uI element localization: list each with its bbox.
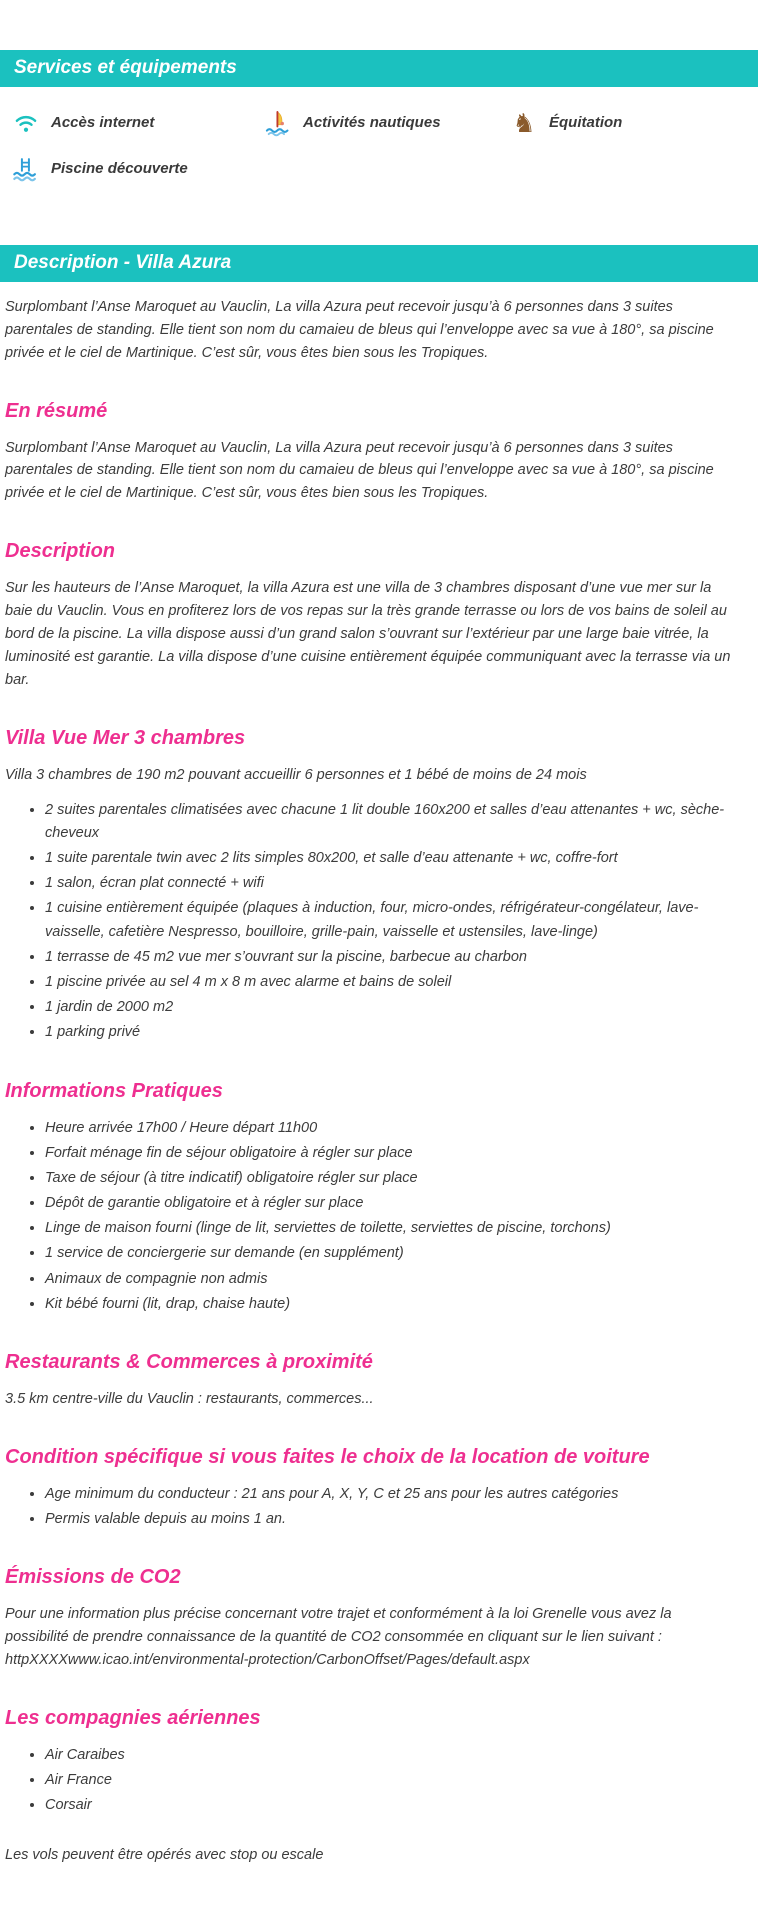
co2-paragraph: Pour une information plus précise concernant votre trajet et conformément à la loi Grenelle vous avez la possibilité de prendre connaissance de la quantité de CO2 consommée en cliquant sur le lien suivant : httpXXXXwww.icao.int/environmental-protection/CarbonOffset/Pages/default.aspx — [5, 1606, 672, 1669]
infos-list — [5, 1117, 738, 1317]
list-item: • 1 parking privé — [45, 1021, 738, 1044]
list-item: • Air Caraibes — [45, 1744, 738, 1767]
list-item: • 2 suites parentales climatisées avec chacune 1 lit double 160x200 et salles d’eau attenantes + wc, sèche-cheveux — [45, 799, 738, 845]
amenity-label-equitation: Équitation — [549, 114, 623, 132]
services-banner-title: Services et équipements — [14, 57, 237, 78]
list-item: • Animaux de compagnie non admis — [45, 1268, 738, 1291]
villa-intro-paragraph: Villa 3 chambres de 190 m2 pouvant accueillir 6 personnes et 1 bébé de moins de 24 mois — [5, 766, 587, 783]
section-title-voiture: Condition spécifique si vous faites le choix de la location de voiture — [5, 1445, 650, 1468]
list-item: • Permis valable depuis au moins 1 an. — [45, 1508, 738, 1531]
resume-paragraph: Surplombant l’Anse Maroquet au Vauclin, La villa Azura peut recevoir jusqu’à 6 personnes dans 3 suites parentales de standing. Elle tient son nom du camaieu de bleus qui l’enveloppe avec sa vue à 180°, sa piscine privée et le ciel de Martinique. C’est sûr, vous êtes bien sous les Tropiques. — [5, 439, 714, 502]
amenity-piscine — [12, 155, 264, 183]
list-item: • Air France — [45, 1769, 738, 1792]
list-item: • Heure arrivée 17h00 / Heure départ 11h00 — [45, 1117, 738, 1140]
restaurants-paragraph: 3.5 km centre-ville du Vauclin : restaurants, commerces... — [5, 1391, 374, 1408]
section-title-description: Description — [5, 540, 116, 563]
section-title-resume: En résumé — [5, 399, 108, 422]
amenity-nautique — [264, 109, 510, 137]
section-title-infos: Informations Pratiques — [5, 1079, 223, 1102]
section-title-villa: Villa Vue Mer 3 chambres — [5, 726, 246, 749]
amenity-label-piscine: Piscine découverte — [51, 160, 188, 178]
villa-features-list — [5, 799, 738, 1045]
list-item: • Forfait ménage fin de séjour obligatoire à régler sur place — [45, 1142, 738, 1165]
description-content — [0, 296, 758, 1905]
list-item: • Dépôt de garantie obligatoire et à régler sur place — [45, 1192, 738, 1215]
watersports-icon — [264, 109, 292, 137]
list-item: • 1 service de conciergerie sur demande (en supplément) — [45, 1242, 738, 1265]
amenity-equitation — [510, 109, 748, 137]
list-item: • Linge de maison fourni (linge de lit, serviettes de toilette, serviettes de piscine, torchons) — [45, 1217, 738, 1240]
intro-paragraph: Surplombant l’Anse Maroquet au Vauclin, La villa Azura peut recevoir jusqu’à 6 personnes dans 3 suites parentales de standing. Elle tient son nom du camaieu de bleus qui l’enveloppe avec sa vue à 180°, sa piscine privée et le ciel de Martinique. C’est sûr, vous êtes bien sous les Tropiques. — [5, 298, 714, 361]
list-item: • Corsair — [45, 1794, 738, 1817]
list-item: • 1 salon, écran plat connecté + wifi — [45, 872, 738, 895]
wifi-icon — [12, 109, 40, 137]
services-banner — [0, 50, 758, 87]
list-item: • 1 piscine privée au sel 4 m x 8 m avec alarme et bains de soleil — [45, 971, 738, 994]
amenity-label-internet: Accès internet — [51, 114, 155, 132]
description-paragraph: Sur les hauteurs de l’Anse Maroquet, la villa Azura est une villa de 3 chambres disposant d’une vue mer sur la baie du Vauclin. Vous en profiterez lors de vos repas sur la très grande terrasse ou lors de vos bains de soleil au bord de la piscine. La villa dispose aussi d’un grand salon s’ouvrant sur l’extérieur par une large baie vitrée, la luminosité est garantie. La villa dispose d’une cuisine entièrement équipée communiquant avec la terrasse via un bar. — [5, 580, 731, 688]
description-banner-title: Description - Villa Azura — [14, 251, 232, 273]
list-item: • 1 suite parentale twin avec 2 lits simples 80x200, et salle d’eau attenante + wc, coffre-fort — [45, 847, 738, 870]
description-banner — [0, 245, 758, 282]
list-item: • 1 jardin de 2000 m2 — [45, 996, 738, 1019]
list-item: • Taxe de séjour (à titre indicatif) obligatoire régler sur place — [45, 1167, 738, 1190]
flights-note-paragraph: Les vols peuvent être opérés avec stop ou escale — [5, 1846, 324, 1863]
list-item: • Age minimum du conducteur : 21 ans pour A, X, Y, C et 25 ans pour les autres catégories — [45, 1483, 738, 1506]
list-item: • 1 cuisine entièrement équipée (plaques à induction, four, micro-ondes, réfrigérateur-congélateur, lave-vaisselle, cafetière Nespresso, bouilloire, grille-pain, vaisselle et ustensiles, lave-linge) — [45, 897, 738, 943]
pool-icon — [12, 155, 40, 183]
amenity-label-nautique: Activités nautiques — [303, 114, 441, 132]
list-item: • 1 terrasse de 45 m2 vue mer s’ouvrant sur la piscine, barbecue au charbon — [45, 946, 738, 969]
section-title-compagnies: Les compagnies aériennes — [5, 1707, 261, 1730]
horse-icon: ♞ — [512, 107, 536, 138]
section-title-restaurants: Restaurants & Commerces à proximité — [5, 1351, 373, 1374]
amenity-internet — [12, 109, 264, 137]
section-title-co2: Émissions de CO2 — [5, 1566, 181, 1589]
list-item: • Kit bébé fourni (lit, drap, chaise haute) — [45, 1293, 738, 1316]
compagnies-list — [5, 1744, 738, 1818]
amenities-grid — [0, 87, 758, 187]
voiture-list — [5, 1483, 738, 1531]
page — [0, 50, 758, 1905]
